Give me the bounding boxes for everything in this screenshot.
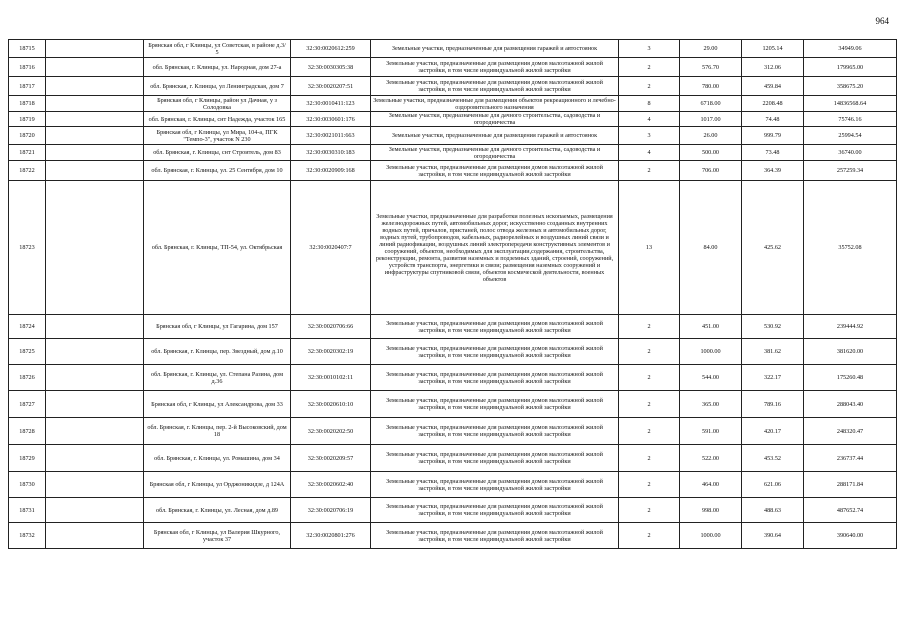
cadastral-value-cell: 288171.84 xyxy=(804,472,897,498)
cadastral-value-cell: 487652.74 xyxy=(804,498,897,523)
area-cell: 6718.00 xyxy=(680,96,742,112)
unit-cost-cell: 999.79 xyxy=(742,127,804,145)
area-cell: 451.00 xyxy=(680,315,742,339)
area-cell: 780.00 xyxy=(680,77,742,96)
row-id-cell: 18731 xyxy=(9,498,46,523)
table-row xyxy=(9,418,897,445)
cadastral-number-cell: 32:30:0020209:57 xyxy=(291,445,371,472)
unit-cost-cell: 488.63 xyxy=(742,498,804,523)
table-row xyxy=(9,339,897,365)
row-id-cell: 18718 xyxy=(9,96,46,112)
address-cell: Брянская обл, г Клинцы, район ул Дачная, у з Солодовка xyxy=(144,96,291,112)
blank-cell xyxy=(46,523,144,549)
use-type-code-cell: 2 xyxy=(619,418,680,445)
row-id-cell: 18721 xyxy=(9,145,46,161)
cadastral-number-cell: 32:30:0020909:168 xyxy=(291,161,371,181)
unit-cost-cell: 2208.48 xyxy=(742,96,804,112)
unit-cost-cell: 425.62 xyxy=(742,181,804,315)
area-cell: 1000.00 xyxy=(680,339,742,365)
land-use-cell: Земельные участки, предназначенные для размещения домов малоэтажной жилой застройки, в том числе индивидуальной жилой застройки xyxy=(371,391,619,418)
use-type-code-cell: 2 xyxy=(619,365,680,391)
blank-cell xyxy=(46,77,144,96)
cadastral-value-cell: 175260.48 xyxy=(804,365,897,391)
table-row xyxy=(9,96,897,112)
land-use-cell: Земельные участки, предназначенные для дачного строительства, садоводства и огородничества xyxy=(371,145,619,161)
cadastral-number-cell: 32:30:0020202:50 xyxy=(291,418,371,445)
row-id-cell: 18722 xyxy=(9,161,46,181)
unit-cost-cell: 73.48 xyxy=(742,145,804,161)
table-row xyxy=(9,391,897,418)
unit-cost-cell: 420.17 xyxy=(742,418,804,445)
blank-cell xyxy=(46,112,144,127)
table-row xyxy=(9,365,897,391)
row-id-cell: 18723 xyxy=(9,181,46,315)
page-number: 964 xyxy=(875,16,889,26)
use-type-code-cell: 3 xyxy=(619,127,680,145)
land-use-cell: Земельные участки, предназначенные для размещения домов малоэтажной жилой застройки, в том числе индивидуальной жилой застройки xyxy=(371,498,619,523)
unit-cost-cell: 322.17 xyxy=(742,365,804,391)
cadastral-number-cell: 32:30:0010102:11 xyxy=(291,365,371,391)
use-type-code-cell: 4 xyxy=(619,112,680,127)
area-cell: 591.00 xyxy=(680,418,742,445)
land-use-cell: Земельные участки, предназначенные для размещения домов малоэтажной жилой застройки, в том числе индивидуальной жилой застройки xyxy=(371,523,619,549)
address-cell: обл. Брянская, г. Клинцы, пер. Звездный, дом д.10 xyxy=(144,339,291,365)
cadastral-value-cell: 35752.08 xyxy=(804,181,897,315)
row-id-cell: 18720 xyxy=(9,127,46,145)
cadastral-number-cell: 32:30:0020612:259 xyxy=(291,40,371,58)
unit-cost-cell: 381.62 xyxy=(742,339,804,365)
cadastral-number-cell: 32:30:0020602:40 xyxy=(291,472,371,498)
cadastral-value-cell: 236737.44 xyxy=(804,445,897,472)
land-use-cell: Земельные участки, предназначенные для размещения гаражей и автостоянок xyxy=(371,40,619,58)
address-cell: обл. Брянская, г. Клинцы, ТП-54, ул. Октябрьская xyxy=(144,181,291,315)
address-cell: Брянская обл, г Клинцы, ул Орджоникидзе, д 124А xyxy=(144,472,291,498)
use-type-code-cell: 2 xyxy=(619,445,680,472)
area-cell: 29.00 xyxy=(680,40,742,58)
table-row xyxy=(9,445,897,472)
row-id-cell: 18715 xyxy=(9,40,46,58)
land-use-cell: Земельные участки, предназначенные для размещения домов малоэтажной жилой застройки, в том числе индивидуальной жилой застройки xyxy=(371,339,619,365)
address-cell: Брянская обл, г Клинцы, ул Мира, 104-а, ПГК "Темпо-3", участок N 230 xyxy=(144,127,291,145)
use-type-code-cell: 2 xyxy=(619,161,680,181)
use-type-code-cell: 2 xyxy=(619,391,680,418)
cadastral-value-cell: 248320.47 xyxy=(804,418,897,445)
land-use-cell: Земельные участки, предназначенные для размещения домов малоэтажной жилой застройки, в том числе индивидуальной жилой застройки xyxy=(371,161,619,181)
cadastral-value-cell: 390640.00 xyxy=(804,523,897,549)
blank-cell xyxy=(46,339,144,365)
land-use-cell: Земельные участки, предназначенные для размещения объектов рекреационного и лечебно-оздоровительного назначения xyxy=(371,96,619,112)
cadastral-number-cell: 32:30:0020407:7 xyxy=(291,181,371,315)
land-registry-table xyxy=(8,39,897,549)
area-cell: 464.00 xyxy=(680,472,742,498)
land-use-cell: Земельные участки, предназначенные для размещения домов малоэтажной жилой застройки, в том числе индивидуальной жилой застройки xyxy=(371,472,619,498)
blank-cell xyxy=(46,127,144,145)
unit-cost-cell: 459.84 xyxy=(742,77,804,96)
cadastral-number-cell: 32:30:0020706:19 xyxy=(291,498,371,523)
area-cell: 365.00 xyxy=(680,391,742,418)
unit-cost-cell: 621.06 xyxy=(742,472,804,498)
cadastral-value-cell: 239444.92 xyxy=(804,315,897,339)
address-cell: обл. Брянская, г. Клинцы, ул Ленинградская, дом 7 xyxy=(144,77,291,96)
cadastral-number-cell: 32:30:0020706:66 xyxy=(291,315,371,339)
area-cell: 84.00 xyxy=(680,181,742,315)
blank-cell xyxy=(46,498,144,523)
land-use-cell: Земельные участки, предназначенные для размещения домов малоэтажной жилой застройки, в том числе индивидуальной жилой застройки xyxy=(371,445,619,472)
address-cell: обл. Брянская, г. Клинцы, ул. Лесная, дом д.89 xyxy=(144,498,291,523)
address-cell: обл. Брянская, г. Клинцы, снт Строитель, дом 83 xyxy=(144,145,291,161)
row-id-cell: 18716 xyxy=(9,58,46,77)
table-row xyxy=(9,498,897,523)
table-row xyxy=(9,181,897,315)
cadastral-value-cell: 34949.06 xyxy=(804,40,897,58)
unit-cost-cell: 364.39 xyxy=(742,161,804,181)
cadastral-value-cell: 75746.16 xyxy=(804,112,897,127)
unit-cost-cell: 530.92 xyxy=(742,315,804,339)
table-row xyxy=(9,315,897,339)
cadastral-number-cell: 32:30:0020610:10 xyxy=(291,391,371,418)
use-type-code-cell: 2 xyxy=(619,523,680,549)
cadastral-value-cell: 358675.20 xyxy=(804,77,897,96)
use-type-code-cell: 2 xyxy=(619,339,680,365)
row-id-cell: 18727 xyxy=(9,391,46,418)
area-cell: 500.00 xyxy=(680,145,742,161)
unit-cost-cell: 74.48 xyxy=(742,112,804,127)
address-cell: Брянская обл, г Клинцы, ул Александрова, дом 33 xyxy=(144,391,291,418)
cadastral-number-cell: 32:30:0020207:51 xyxy=(291,77,371,96)
row-id-cell: 18717 xyxy=(9,77,46,96)
area-cell: 576.70 xyxy=(680,58,742,77)
land-use-cell: Земельные участки, предназначенные для размещения домов малоэтажной жилой застройки, в том числе индивидуальной жилой застройки xyxy=(371,365,619,391)
row-id-cell: 18726 xyxy=(9,365,46,391)
area-cell: 522.00 xyxy=(680,445,742,472)
area-cell: 1000.00 xyxy=(680,523,742,549)
cadastral-number-cell: 32:30:0021011:663 xyxy=(291,127,371,145)
address-cell: обл. Брянская, г. Клинцы, ул. Степана Разина, дом д.36 xyxy=(144,365,291,391)
land-use-cell: Земельные участки, предназначенные для разработки полезных ископаемых, размещения железнодорожных путей, автомобильных дорог, искусственно созданных внутренних водных путей, причалов, пристаней, полос отвода железных и автомобильных дорог, водных путей, трубопроводов, кабельных, радиорелейных и воздушных линий связи и линий радиофикации, воздушных линий электропередачи конструктивных элементов и сооружений, объектов, необходимых для эксплуатации,содержания, строительства, реконструкции, ремонта, развития наземных и подземных зданий, строений, сооружений, устройств транспорта, энергетики и связи; размещения наземных сооружений и инфраструктуры спутниковой связи, объектов космической деятельности, военных объектов xyxy=(371,181,619,315)
cadastral-value-cell: 288043.40 xyxy=(804,391,897,418)
area-cell: 706.00 xyxy=(680,161,742,181)
blank-cell xyxy=(46,391,144,418)
land-use-cell: Земельные участки, предназначенные для размещения домов малоэтажной жилой застройки, в том числе индивидуальной жилой застройки xyxy=(371,77,619,96)
table-row xyxy=(9,523,897,549)
land-use-cell: Земельные участки, предназначенные для размещения домов малоэтажной жилой застройки, в том числе индивидуальной жилой застройки xyxy=(371,315,619,339)
blank-cell xyxy=(46,145,144,161)
cadastral-number-cell: 32:30:0020801:276 xyxy=(291,523,371,549)
address-cell: Брянская обл, г Клинцы, ул Валерия Шкурного, участок 37 xyxy=(144,523,291,549)
cadastral-value-cell: 36740.00 xyxy=(804,145,897,161)
cadastral-number-cell: 32:30:0010411:123 xyxy=(291,96,371,112)
blank-cell xyxy=(46,418,144,445)
address-cell: обл. Брянская, г. Клинцы, ул. 25 Сентября, дом 10 xyxy=(144,161,291,181)
unit-cost-cell: 312.06 xyxy=(742,58,804,77)
table-row xyxy=(9,112,897,127)
cadastral-value-cell: 381620.00 xyxy=(804,339,897,365)
blank-cell xyxy=(46,472,144,498)
row-id-cell: 18728 xyxy=(9,418,46,445)
address-cell: обл. Брянская, г. Клинцы, снт Надежда, участок 165 xyxy=(144,112,291,127)
address-cell: Брянская обл, г Клинцы, ул Советская, в районе д.3/ 5 xyxy=(144,40,291,58)
unit-cost-cell: 1205.14 xyxy=(742,40,804,58)
table-row xyxy=(9,58,897,77)
land-use-cell: Земельные участки, предназначенные для размещения домов малоэтажной жилой застройки, в том числе индивидуальной жилой застройки xyxy=(371,418,619,445)
area-cell: 1017.00 xyxy=(680,112,742,127)
table-row xyxy=(9,127,897,145)
use-type-code-cell: 4 xyxy=(619,145,680,161)
row-id-cell: 18724 xyxy=(9,315,46,339)
use-type-code-cell: 2 xyxy=(619,498,680,523)
cadastral-value-cell: 25994.54 xyxy=(804,127,897,145)
table-row xyxy=(9,161,897,181)
unit-cost-cell: 390.64 xyxy=(742,523,804,549)
address-cell: обл. Брянская, г. Клинцы, ул. Ромашина, дом 34 xyxy=(144,445,291,472)
blank-cell xyxy=(46,58,144,77)
cadastral-number-cell: 32:30:0030310:183 xyxy=(291,145,371,161)
table-body xyxy=(9,40,897,549)
table-row xyxy=(9,40,897,58)
row-id-cell: 18732 xyxy=(9,523,46,549)
land-use-cell: Земельные участки, предназначенные для размещения гаражей и автостоянок xyxy=(371,127,619,145)
blank-cell xyxy=(46,365,144,391)
use-type-code-cell: 8 xyxy=(619,96,680,112)
row-id-cell: 18730 xyxy=(9,472,46,498)
blank-cell xyxy=(46,96,144,112)
row-id-cell: 18729 xyxy=(9,445,46,472)
cadastral-number-cell: 32:30:0030305:38 xyxy=(291,58,371,77)
cadastral-value-cell: 179965.00 xyxy=(804,58,897,77)
table-row xyxy=(9,472,897,498)
address-cell: обл. Брянская, г. Клинцы, ул. Народная, дом 27-а xyxy=(144,58,291,77)
row-id-cell: 18719 xyxy=(9,112,46,127)
use-type-code-cell: 2 xyxy=(619,77,680,96)
unit-cost-cell: 789.16 xyxy=(742,391,804,418)
cadastral-value-cell: 257259.34 xyxy=(804,161,897,181)
blank-cell xyxy=(46,40,144,58)
area-cell: 544.00 xyxy=(680,365,742,391)
row-id-cell: 18725 xyxy=(9,339,46,365)
cadastral-value-cell: 14836568.64 xyxy=(804,96,897,112)
address-cell: обл. Брянская, г. Клинцы, пер. 2-й Высоковский, дом 18 xyxy=(144,418,291,445)
table-row xyxy=(9,145,897,161)
land-use-cell: Земельные участки, предназначенные для дачного строительства, садоводства и огородничества xyxy=(371,112,619,127)
unit-cost-cell: 453.52 xyxy=(742,445,804,472)
area-cell: 998.00 xyxy=(680,498,742,523)
blank-cell xyxy=(46,445,144,472)
use-type-code-cell: 2 xyxy=(619,58,680,77)
area-cell: 26.00 xyxy=(680,127,742,145)
land-use-cell: Земельные участки, предназначенные для размещения домов малоэтажной жилой застройки, в том числе индивидуальной жилой застройки xyxy=(371,58,619,77)
table-row xyxy=(9,77,897,96)
use-type-code-cell: 2 xyxy=(619,472,680,498)
address-cell: Брянская обл, г Клинцы, ул Гагарина, дом 157 xyxy=(144,315,291,339)
cadastral-number-cell: 32:30:0020302:19 xyxy=(291,339,371,365)
blank-cell xyxy=(46,315,144,339)
blank-cell xyxy=(46,161,144,181)
blank-cell xyxy=(46,181,144,315)
use-type-code-cell: 2 xyxy=(619,315,680,339)
use-type-code-cell: 3 xyxy=(619,40,680,58)
use-type-code-cell: 13 xyxy=(619,181,680,315)
cadastral-number-cell: 32:30:0030601:176 xyxy=(291,112,371,127)
